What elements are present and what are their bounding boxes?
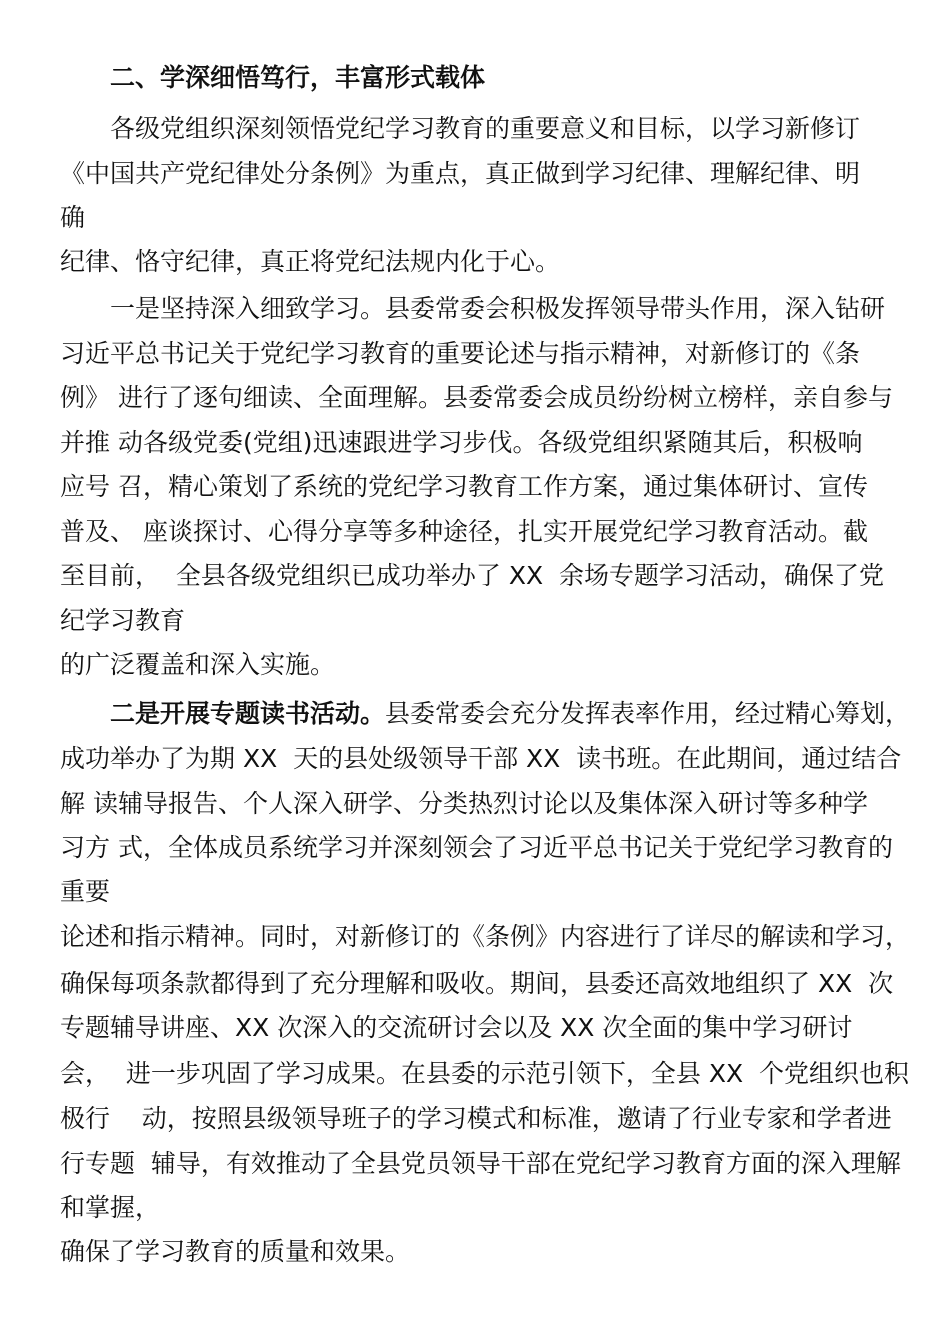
paragraph-line: 的广泛覆盖和深入实施。 xyxy=(60,650,336,679)
paragraph-line: 重要 xyxy=(60,877,111,906)
paragraph-first-line xyxy=(110,698,910,730)
paragraph-line: 普及、 座谈探讨、心得分享等多种途径，扎实开展党纪学习教育活动。截 xyxy=(60,517,868,546)
paragraph-line: 例》 进行了逐句细读、全面理解。县委常委会成员纷纷树立榜样，亲自参与 xyxy=(60,383,893,412)
paragraph-line: 专题辅导讲座、XX 次深入的交流研讨会以及 XX 次全面的集中学习研讨 xyxy=(60,1013,853,1042)
paragraph-line: 《中国共产党纪律处分条例》为重点，真正做到学习纪律、理解纪律、明 xyxy=(60,159,861,188)
paragraph-line: 确保每项条款都得到了充分理解和吸收。期间，县委还高效地组织了 XX 次 xyxy=(60,969,894,998)
paragraph-line: 纪律、恪守纪律，真正将党纪法规内化于心。 xyxy=(60,247,561,276)
paragraph-line: 并推 动各级党委(党组)迅速跟进学习步伐。各级党组织紧随其后，积极响 xyxy=(60,428,863,457)
paragraph-line: 至目前， 全县各级党组织已成功举办了 XX 余场专题学习活动，确保了党 xyxy=(60,561,884,590)
paragraph-line: 一是坚持深入细致学习。县委常委会积极发挥领导带头作用，深入钻研 xyxy=(110,294,886,323)
paragraph-line: 习方 式，全体成员系统学习并深刻领会了习近平总书记关于党纪学习教育的 xyxy=(60,833,893,862)
section-heading: 二、学深细悟笃行，丰富形式载体 xyxy=(110,63,486,92)
paragraph-line: 行专题 辅导，有效推动了全县党员领导干部在党纪学习教育方面的深入理解 xyxy=(60,1149,901,1178)
paragraph-line: 各级党组织深刻领悟党纪学习教育的重要意义和目标，以学习新修订 xyxy=(110,114,861,143)
paragraph-line: 纪学习教育 xyxy=(60,606,186,635)
paragraph-line: 和掌握， xyxy=(60,1193,161,1222)
paragraph-line: 成功举办了为期 XX 天的县处级领导干部 XX 读书班。在此期间，通过结合 xyxy=(60,744,902,773)
paragraph-line: 会， 进一步巩固了学习成果。在县委的示范引领下，全县 XX 个党组织也积 xyxy=(60,1059,909,1088)
paragraph-line: 确保了学习教育的质量和效果。 xyxy=(60,1237,411,1266)
paragraph-line-rest: 县委常委会充分发挥表率作用，经过精心筹划， xyxy=(385,699,910,728)
paragraph-line: 应号 召，精心策划了系统的党纪学习教育工作方案，通过集体研讨、宣传 xyxy=(60,472,868,501)
paragraph-lead: 二是开展专题读书活动。 xyxy=(110,699,386,728)
paragraph-line: 习近平总书记关于党纪学习教育的重要论述与指示精神，对新修订的《条 xyxy=(60,339,861,368)
paragraph-line: 论述和指示精神。同时，对新修订的《条例》内容进行了详尽的解读和学习， xyxy=(60,922,910,951)
paragraph-line: 确 xyxy=(60,203,86,232)
paragraph-line: 解 读辅导报告、个人深入研学、分类热烈讨论以及集体深入研讨等多种学 xyxy=(60,789,868,818)
paragraph-line: 极行 动，按照县级领导班子的学习模式和标准，邀请了行业专家和学者进 xyxy=(60,1104,892,1133)
